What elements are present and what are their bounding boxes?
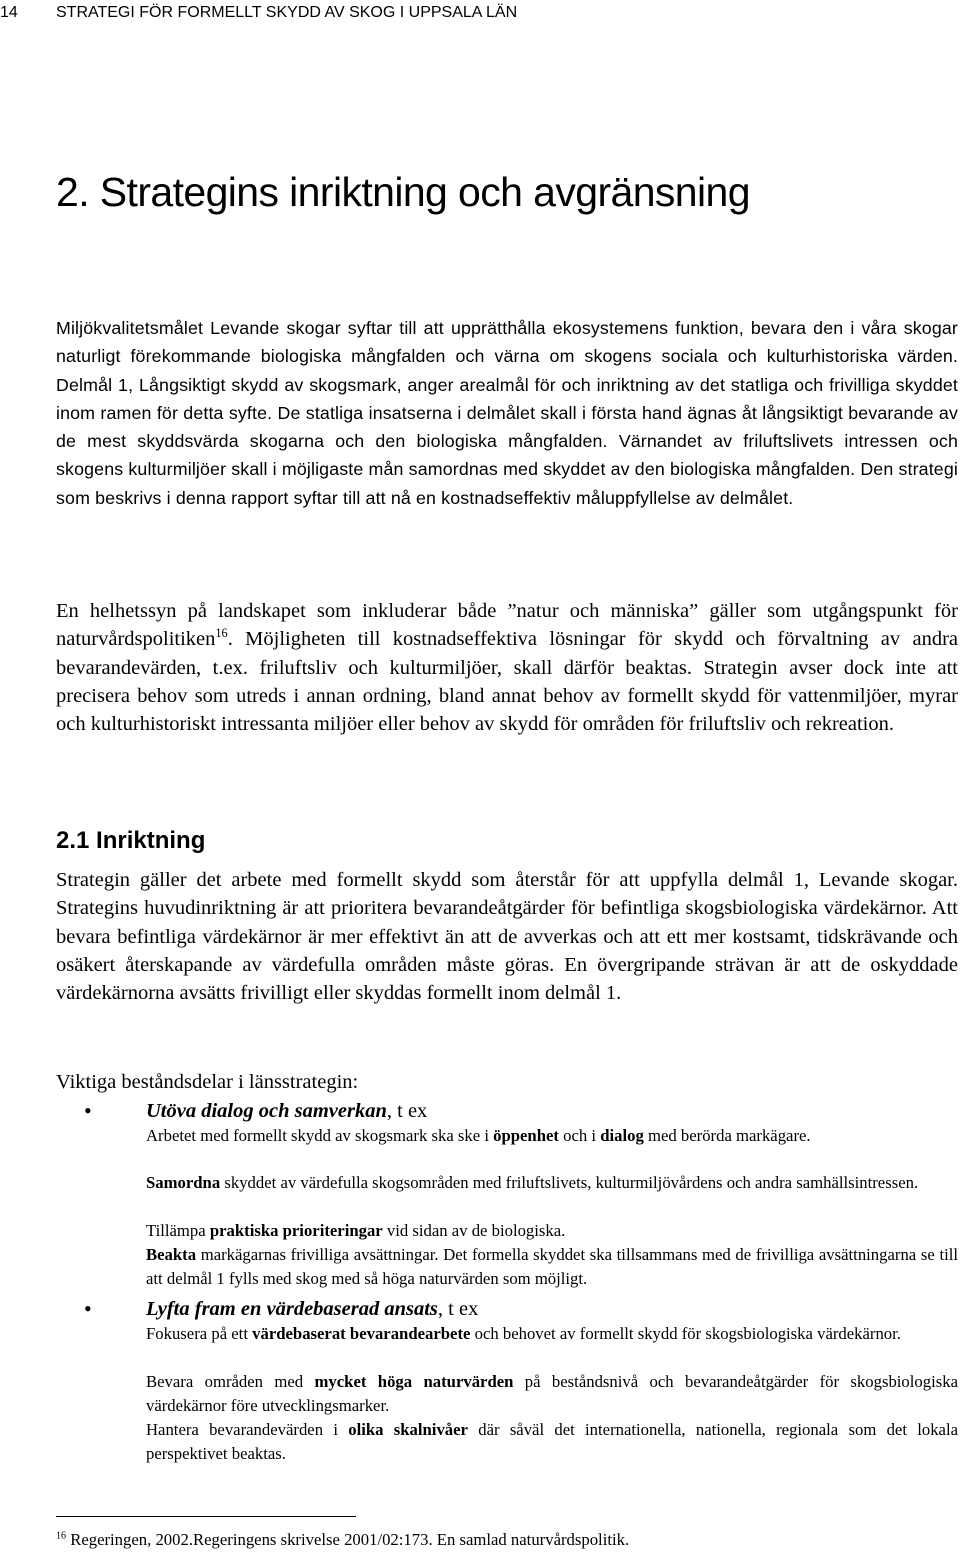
bullet-icon: • [84,1098,92,1123]
intro-paragraph-1 [56,314,958,512]
intro-paragraph-2 [56,597,958,738]
intro-p2-start: En helhetssyn på landskapet som inkluderar både ”natur och människa” gäller som utgångspunkt för naturvårdspolitiken [56,600,958,651]
page-number: 14 [0,4,18,21]
footnote-reference[interactable]: 16 [215,626,228,641]
running-header [0,0,960,26]
section-paragraph: Strategin gäller det arbete med formellt skydd som återstår för att uppfylla delmål 1, Levande skogar. Strategins huvudinriktning är att prioritera bevarandeåtgärder för befintliga skogsbiologiska värdekärnor. Att bevara befintliga värdekärnor är mer effektivt än att de avverkas och att ett mer kostsamt, tidskrävande och osäkert återskapande av värdefulla områden måste göras. En övergripande strävan är att de oskyddade värdekärnorna avsätts frivilligt eller skyddas formellt inom delmål 1. [56,869,958,1005]
intro-sentences-rest: Delmål 1, Långsiktigt skydd av skogsmark, anger arealmål för och inriktning av det statliga och frivilliga skyddet inom ramen för detta syfte. De statliga insatserna i delmålet skall i första hand ägnas åt långsiktigt bevarande av de mest skyddsvärda skogarna och den biologiska mångfalden. Värnandet av friluftslivets intressen och skogens kulturmiljöer skall i möjligaste mån samordnas med skyddet av den biologiska mångfalden. Den strategi som beskrivs i denna rapport syftar till att nå en kostnadseffektiv måluppfyllelse av delmålet. [56,374,958,508]
intro-sentence-1: Miljökvalitetsmålet Levande skogar syftar till att upprätthålla ekosystemens funktion, bevara den i våra skogar naturligt förekommande biologiska mångfalden och värna om skogens sociala och kulturhistoriska värden. [56,318,958,367]
footnote [56,1528,956,1552]
section-heading: 2.1 Inriktning [56,827,206,854]
sub-item: Tillämpa praktiska prioriteringar vid sidan av de biologiska. [146,1221,566,1240]
sub-item: Beakta markägarnas frivilliga avsättningar. Det formella skyddet ska tillsammans med de frivilliga avsättningarna se till att delmål 1 fylls med skog med så höga naturvärden som möjligt. [146,1245,958,1288]
intro-p2-end: . Möjligheten till kostnadseffektiva lösningar för skydd och förvaltning av andra bevarandevärden, t.ex. friluftsliv och kulturmiljöer, skall därför beaktas. Strategin avser dock inte att precisera behov som utreds i annan ordning, bland annat behov av formellt skydd för vattenmiljöer, myrar och kulturhistoriskt intressanta miljöer eller behov av skydd för områden för friluftsliv och rekreation. [56,628,958,736]
bullet-title: Utöva dialog och samverkan [146,1100,387,1122]
chapter-title: 2. Strategins inriktning och avgränsning [56,169,750,215]
sub-item: Arbetet med formellt skydd av skogsmark ska ske i öppenhet och i dialog med berörda markägare. [146,1126,811,1145]
sub-item: Fokusera på ett värdebaserat bevarandearbete och behovet av formellt skydd för skogsbiologiska värdekärnor. [146,1324,901,1343]
bullet-icon: • [84,1296,92,1321]
footnote-number: 16 [56,1530,67,1542]
footnote-divider [56,1516,356,1517]
bullet-suffix: , t ex [437,1298,479,1320]
sub-item: Bevara områden med mycket höga naturvärden på beståndsnivå och bevarandeåtgärder för skogsbiologiska värdekärnor före utvecklingsmarker. [146,1372,958,1415]
sub-item: Hantera bevarandevärden i olika skalnivåer där såväl det internationella, nationella, regionala som det lokala perspektivet beaktas. [146,1420,959,1463]
bullet-title: Lyfta fram en värdebaserad ansats [146,1298,438,1320]
sub-item: Samordna skyddet av värdefulla skogsområden med friluftslivets, kulturmiljövårdens och andra samhällsintressen. [146,1173,919,1192]
footnote-text: Regeringen, 2002.Regeringens skrivelse 2001/02:173. En samlad naturvårdspolitik. [66,1530,630,1549]
list-intro: Viktiga beståndsdelar i länsstrategin: [56,1071,359,1093]
bullet-suffix: , t ex [386,1100,428,1122]
running-title: STRATEGI FÖR FORMELLT SKYDD AV SKOG I UPPSALA LÄN [56,4,518,21]
